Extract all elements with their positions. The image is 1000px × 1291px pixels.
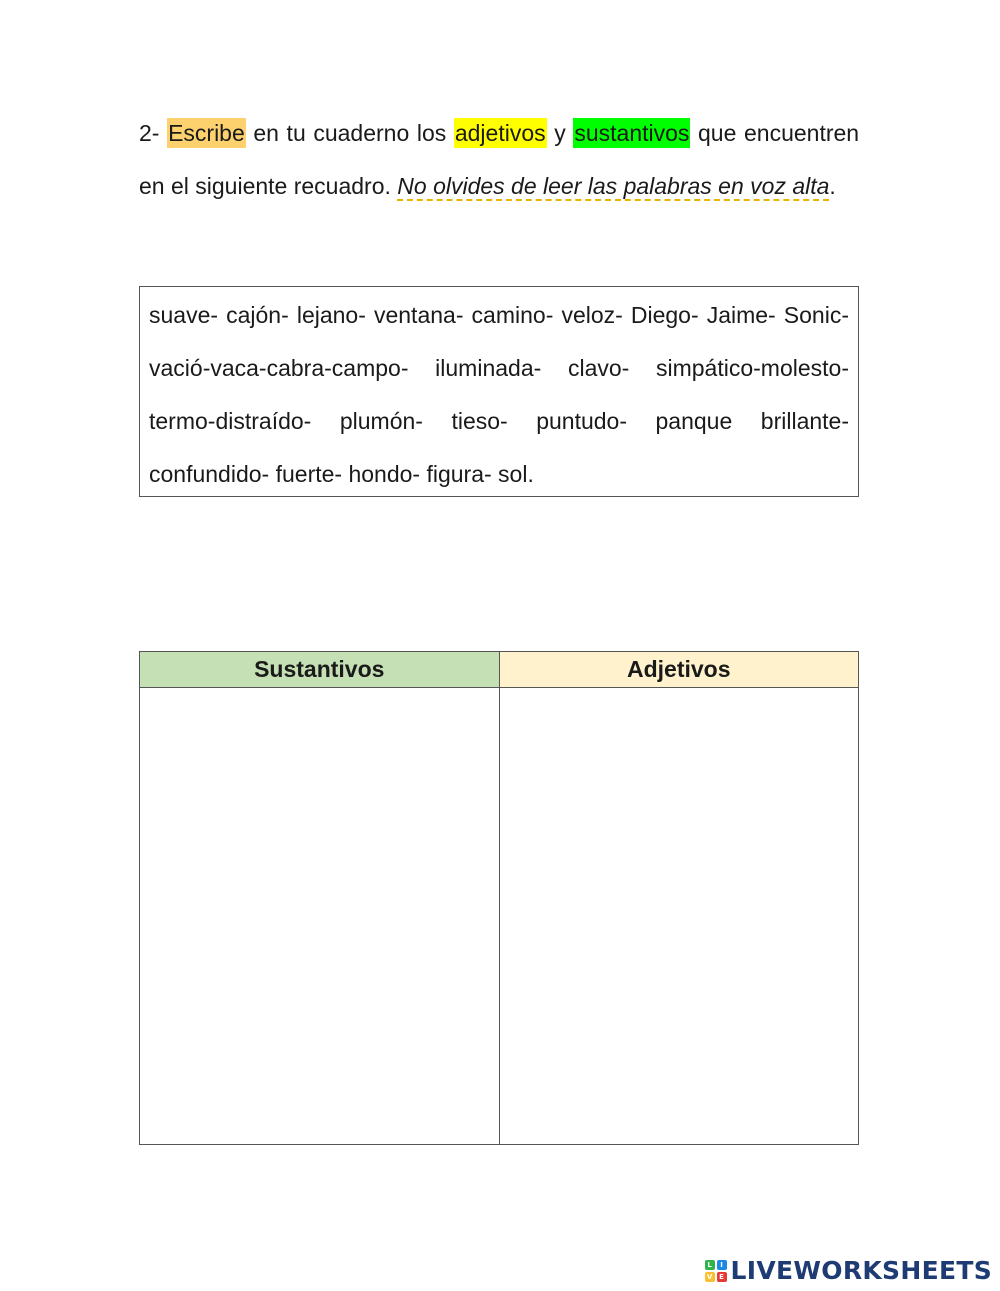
logo-text: LIVEWORKSHEETS (730, 1256, 992, 1285)
instruction-note: No olvides de leer las palabras en voz alta (397, 173, 830, 199)
logo-tile-l: L (705, 1260, 715, 1270)
liveworksheets-logo-icon (705, 1260, 727, 1282)
word-box: suave- cajón- lejano- ventana- camino- veloz- Diego- Jaime- Sonic-vació-vaca-cabra-campo- iluminada- clavo- simpático-molesto-termo-distraído- plumón- tieso- puntudo- panque brillante- confundido- fuerte- hondo- figura- sol. (139, 286, 859, 497)
sustantivos-answer-cell[interactable] (140, 688, 500, 1145)
table-header-row (140, 652, 859, 688)
highlight-escribe: Escribe (168, 120, 245, 146)
instruction-text-1: en tu cuaderno los (253, 120, 447, 146)
sustantivos-header: Sustantivos (140, 652, 500, 688)
instruction-period: . (829, 173, 836, 199)
instruction-text-2: que encuentren en el siguiente recuadro. (139, 120, 860, 199)
logo-tile-i: I (717, 1260, 727, 1270)
highlight-sustantivos: sustantivos (574, 120, 690, 146)
liveworksheets-logo (705, 1256, 992, 1285)
logo-tile-v: V (705, 1272, 715, 1282)
logo-tile-e: E (717, 1272, 727, 1282)
highlight-adjetivos: adjetivos (454, 120, 546, 146)
adjetivos-header: Adjetivos (499, 652, 859, 688)
instruction-conjunction: y (554, 120, 566, 146)
exercise-number: 2- (139, 120, 160, 146)
instruction-paragraph (139, 107, 859, 213)
classification-table (139, 651, 859, 1145)
table-row (140, 688, 859, 1145)
adjetivos-answer-cell[interactable] (499, 688, 859, 1145)
